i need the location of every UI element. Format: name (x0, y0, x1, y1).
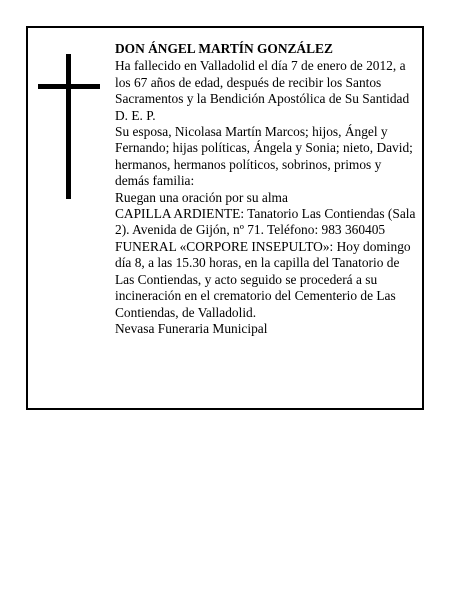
death-announcement: Ha fallecido en Valladolid el día 7 de enero de 2012, a los 67 años de edad, después de recibir los Santos Sacramentos y la Bendición Apostólica de Su Santidad (115, 58, 410, 107)
rest-in-peace: D. E. P. (115, 107, 156, 123)
prayer-request: Ruegan una oración por su alma (115, 189, 288, 205)
funeral-home: Nevasa Funeraria Municipal (115, 320, 268, 336)
family-list: Su esposa, Nicolasa Martín Marcos; hijos, Ángel y Fernando; hijas políticas, Ángela y Sonia; nieto, David; hermanos, hermanos políticos, sobrinos, primos y demás familia: (115, 124, 413, 189)
chapel-info: CAPILLA ARDIENTE: Tanatorio Las Contiendas (Sala 2). Avenida de Gijón, nº 71. Teléfono: 983 360405 (115, 206, 416, 238)
obituary-text (115, 41, 417, 337)
obituary-notice (26, 26, 424, 410)
cross-horizontal-bar (38, 84, 100, 89)
funeral-info: FUNERAL «CORPORE INSEPULTO»: Hoy domingo día 8, a las 15.30 horas, en la capilla del Tanatorio de Las Contiendas, y acto seguido se procederá a su incineración en el crematorio del Cementerio de Las Contiendas, de Valladolid. (115, 238, 411, 320)
latin-cross-icon (38, 54, 100, 199)
cross-vertical-bar (66, 54, 71, 199)
deceased-name: DON ÁNGEL MARTÍN GONZÁLEZ (115, 41, 333, 56)
